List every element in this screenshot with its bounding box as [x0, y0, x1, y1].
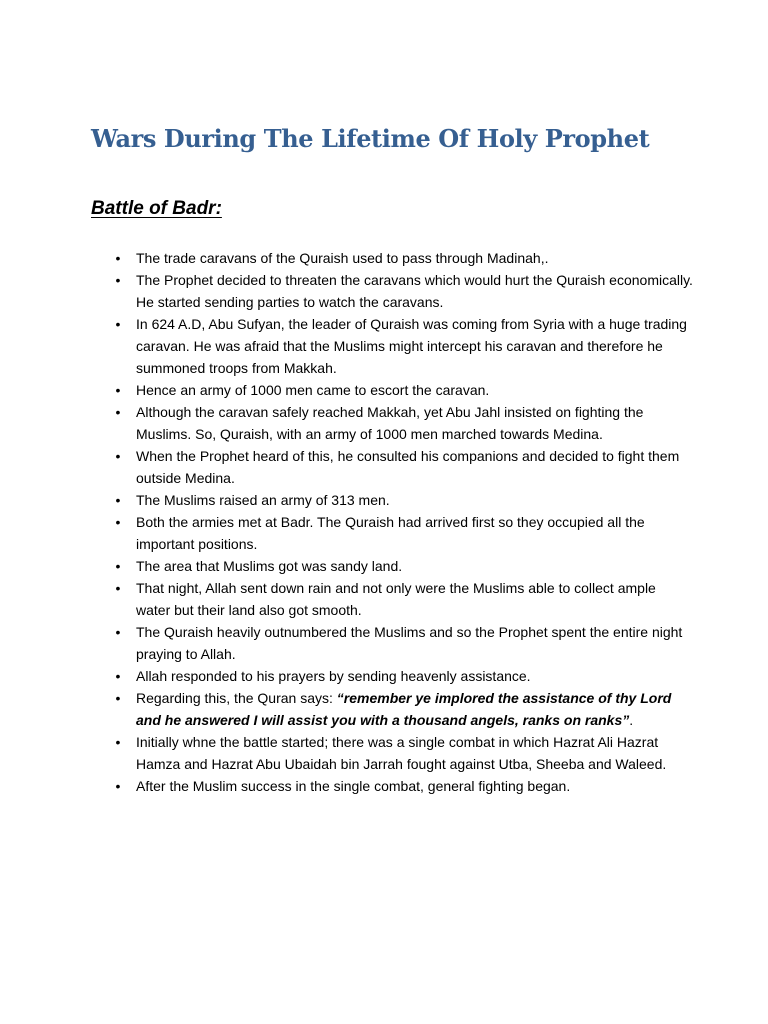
list-item-text: In 624 A.D, Abu Sufyan, the leader of Quraish was coming from Syria with a huge trading caravan. He was afraid that the Muslims might intercept his caravan and therefore he summoned troops from Makkah.	[136, 316, 687, 376]
bullet-icon: •	[115, 492, 121, 508]
document-title: Wars During The Lifetime Of Holy Prophet	[91, 124, 650, 153]
list-item-text: The Prophet decided to threaten the caravans which would hurt the Quraish economically. He started sending parties to watch the caravans.	[136, 272, 693, 310]
list-item-text: The area that Muslims got was sandy land.	[136, 558, 403, 574]
list-item	[113, 511, 693, 555]
list-item	[113, 401, 693, 445]
bullet-icon: •	[115, 316, 121, 332]
list-item	[113, 731, 693, 775]
list-item	[113, 555, 693, 577]
bullet-icon: •	[115, 514, 121, 530]
bullet-icon: •	[115, 382, 121, 398]
bullet-icon: •	[115, 778, 121, 794]
bullet-icon: •	[115, 448, 121, 464]
list-item-text: The trade caravans of the Quraish used to pass through Madinah,.	[136, 250, 549, 266]
list-item-text: Regarding this, the Quran says:	[136, 690, 333, 706]
list-item-text: That night, Allah sent down rain and not only were the Muslims able to collect ample water but their land also got smooth.	[136, 580, 656, 618]
list-item	[113, 775, 693, 797]
list-item-text: Allah responded to his prayers by sending heavenly assistance.	[136, 668, 531, 684]
list-item-text: The Quraish heavily outnumbered the Muslims and so the Prophet spent the entire night praying to Allah.	[136, 624, 683, 662]
list-item-text: The Muslims raised an army of 313 men.	[136, 492, 390, 508]
bullet-icon: •	[115, 558, 121, 574]
list-item	[113, 247, 693, 269]
bullet-list	[113, 247, 693, 797]
list-item	[113, 577, 693, 621]
list-item-text: Although the caravan safely reached Makkah, yet Abu Jahl insisted on fighting the Muslims. So, Quraish, with an army of 1000 men marched towards Medina.	[136, 404, 644, 442]
list-item	[113, 445, 693, 489]
list-item	[113, 269, 693, 313]
list-item	[113, 665, 693, 687]
list-item	[113, 621, 693, 665]
bullet-icon: •	[115, 668, 121, 684]
list-item	[113, 687, 693, 731]
bullet-icon: •	[115, 272, 121, 288]
bullet-icon: •	[115, 734, 121, 750]
list-item-text: When the Prophet heard of this, he consulted his companions and decided to fight them outside Medina.	[136, 448, 680, 486]
quote-period: .	[629, 712, 634, 728]
bullet-icon: •	[115, 250, 121, 266]
bullet-icon: •	[115, 690, 121, 706]
bullet-icon: •	[115, 624, 121, 640]
list-item-text: Both the armies met at Badr. The Quraish had arrived first so they occupied all the important positions.	[136, 514, 645, 552]
list-item-text: Initially whne the battle started; there was a single combat in which Hazrat Ali Hazrat Hamza and Hazrat Abu Ubaidah bin Jarrah fought against Utba, Sheeba and Waleed.	[136, 734, 667, 772]
list-item-text: Hence an army of 1000 men came to escort the caravan.	[136, 382, 490, 398]
list-item	[113, 313, 693, 379]
section-heading-battle-of-badr: Battle of Badr:	[91, 198, 222, 219]
list-item	[113, 489, 693, 511]
list-item	[113, 379, 693, 401]
bullet-icon: •	[115, 580, 121, 596]
list-item-text: After the Muslim success in the single combat, general fighting began.	[136, 778, 571, 794]
quran-quote: “remember ye implored the assistance of thy Lord and he answered I will assist you with a thousand angels, ranks on ranks”	[136, 690, 672, 728]
bullet-icon: •	[115, 404, 121, 420]
